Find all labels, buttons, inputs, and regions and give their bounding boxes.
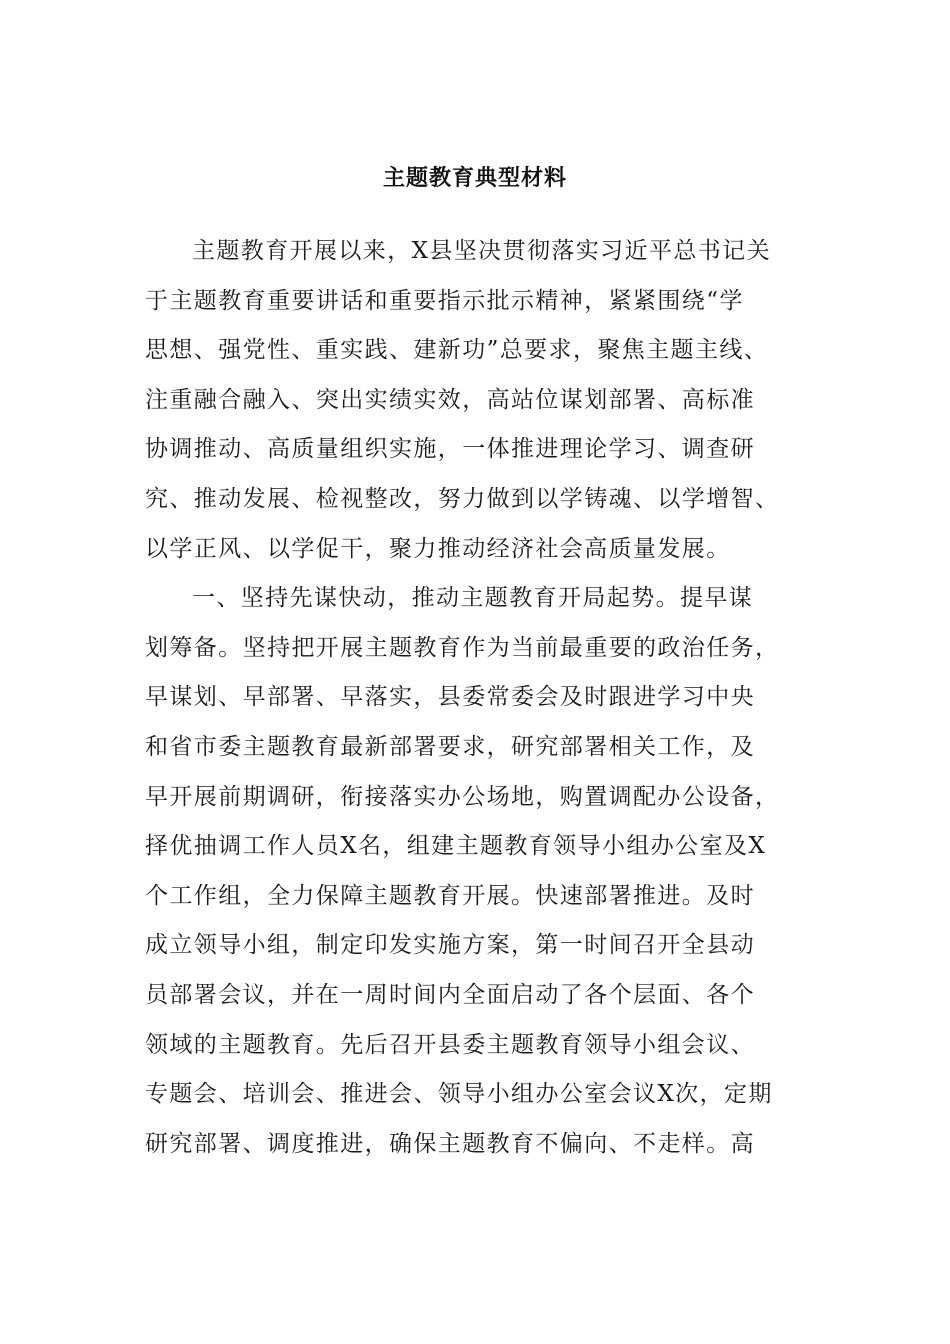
paragraph-2-line-10: 领域的主题教育。先后召开县委主题教育领导小组会议、 [145,1031,755,1058]
paragraph-1-line-2: 于主题教育重要讲话和重要指示批示精神，紧紧围绕“学 [145,287,744,314]
paragraph-2-line-1: 一、坚持先谋快动，推动主题教育开局起势。提早谋 [192,585,754,612]
paragraph-1-line-3: 思想、强党性、重实践、建新功”总要求，聚焦主题主线、 [145,337,769,364]
paragraph-2-line-6: 择优抽调工作人员X名，组建主题教育领导小组办公室及X [145,833,767,860]
paragraph-1-line-6: 究、推动发展、检视整改，努力做到以学铸魂、以学增智、 [145,486,780,512]
paragraph-2-line-11: 专题会、培训会、推进会、领导小组办公室会议X次，定期 [145,1081,773,1108]
paragraph-1-line-7: 以学正风、以学促干，聚力推动经济社会高质量发展。 [145,535,731,562]
paragraph-2-line-5: 早开展前期调研，衔接落实办公场地，购置调配办公设备， [145,783,780,810]
paragraph-2-line-2: 划筹备。坚持把开展主题教育作为当前最重要的政治任务， [145,634,780,661]
paragraph-2-line-4: 和省市委主题教育最新部署要求，研究部署相关工作，及 [145,734,755,760]
paragraph-1-line-1: 主题教育开展以来，X县坚决贯彻落实习近平总书记关 [192,238,771,264]
document-title: 主题教育典型材料 [382,165,567,191]
paragraph-2-line-3: 早谋划、早部署、早落实，县委常委会及时跟进学习中央 [145,684,755,711]
paragraph-2-line-7: 个工作组，全力保障主题教育开展。快速部署推进。及时 [145,882,755,909]
paragraph-2-line-8: 成立领导小组，制定印发实施方案，第一时间召开全县动 [145,932,755,959]
paragraph-2-line-9: 员部署会议，并在一周时间内全面启动了各个层面、各个 [145,982,755,1008]
paragraph-2-line-12: 研究部署、调度推进，确保主题教育不偏向、不走样。高 [145,1130,755,1157]
paragraph-1-line-5: 协调推动、高质量组织实施，一体推进理论学习、调查研 [145,436,755,463]
paragraph-1-line-4: 注重融合融入、突出实绩实效，高站位谋划部署、高标准 [145,386,755,413]
